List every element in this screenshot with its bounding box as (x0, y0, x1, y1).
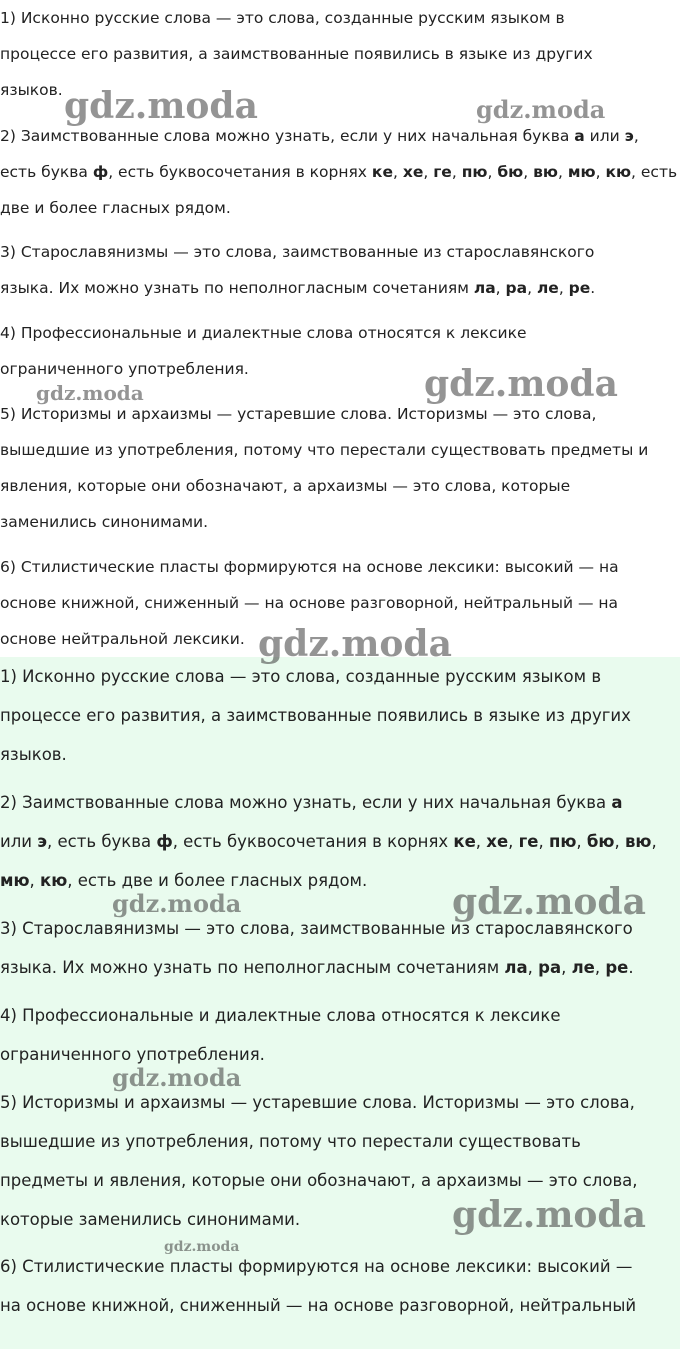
text-fragment: . (590, 279, 596, 297)
bold-letter: а (611, 793, 623, 812)
text-fragment: . (628, 958, 634, 977)
text-line: основе книжной, сниженный — на основе разговорной, нейтральный — на (0, 594, 619, 612)
bold-letter-combination: бю (497, 163, 524, 181)
bold-letter-combination: ре (605, 958, 629, 977)
watermark: gdz.moda (476, 95, 606, 124)
text-line: на основе книжной, сниженный — на основе разговорной, нейтральный (0, 1296, 637, 1315)
text-fragment: языка. Их можно узнать по неполногласным сочетаниям (0, 958, 505, 977)
text-line: 5) Историзмы и архаизмы — устаревшие слова. Историзмы — это слова, (0, 1093, 635, 1112)
bold-letter-combination: ра (505, 279, 528, 297)
bold-letter-combination: хе (486, 832, 509, 851)
text-line: языков. (0, 81, 63, 99)
text-fragment: , есть буквосочетания в корнях (108, 163, 372, 181)
paragraph-1 (0, 657, 631, 774)
text-line: 5) Историзмы и архаизмы — устаревшие слова. Историзмы — это слова, (0, 405, 597, 423)
text-fragment: или (0, 832, 38, 851)
bold-letter-combination: ке (371, 163, 393, 181)
paragraph-3: 3) Старославянизмы — это слова, заимствованные из старославянского языка. Их можно узнать по неполногласным сочетаниям ла, ра, ле, ре. (0, 919, 634, 977)
text-line: процессе его развития, а заимствованные появились в языке из других (0, 706, 631, 725)
text-line: процессе его развития, а заимствованные появились в языке из других (0, 45, 593, 63)
bold-letter-combination: ра (538, 958, 562, 977)
text-line: две и более гласных рядом. (0, 199, 231, 217)
bold-letter: э (624, 127, 634, 145)
watermark: gdz.moda (258, 623, 452, 665)
bold-letter-combination: мю (567, 163, 596, 181)
text-line: 3) Старославянизмы — это слова, заимствованные из старославянского (0, 243, 595, 261)
bold-letter-combination: ла (473, 279, 496, 297)
text-line: 6) Стилистические пласты формируются на основе лексики: высокий — на (0, 558, 619, 576)
bold-letter-combination: кю (40, 871, 68, 890)
bold-letter-combination: ле (571, 958, 595, 977)
watermark: gdz.moda (452, 881, 646, 923)
bold-letter: а (574, 127, 585, 145)
bold-letter-combination: пю (461, 163, 488, 181)
bold-letter-combination: ре (568, 279, 591, 297)
bold-letter-combination: ке (453, 832, 476, 851)
text-line: которые заменились синонимами. (0, 1210, 301, 1229)
text-line: 4) Профессиональные и диалектные слова относятся к лексике (0, 1006, 561, 1025)
bold-letter-combination: мю (0, 871, 30, 890)
text-line: 1) Исконно русские слова — это слова, созданные русским языком в (0, 9, 565, 27)
bold-letter: э (37, 832, 48, 851)
bold-letter-combination: ге (433, 163, 452, 181)
answer-block-2 (0, 657, 680, 1349)
bold-letter-combination: ле (536, 279, 559, 297)
text-line: основе нейтральной лексики. (0, 630, 245, 648)
text-line: заменились синонимами. (0, 513, 209, 531)
text-line: 1) Исконно русские слова — это слова, созданные русским языком в (0, 667, 602, 686)
text-fragment: , есть (631, 163, 678, 181)
paragraph-6 (0, 1247, 636, 1325)
text-fragment: , есть буквосочетания в корнях (172, 832, 454, 851)
bold-letter-combination: вю (624, 832, 652, 851)
bold-letter-combination: кю (605, 163, 632, 181)
bold-letter-combination: хе (402, 163, 424, 181)
text-line: 2) Заимствованные слова можно узнать, если у них начальная буква (0, 127, 575, 145)
paragraph-3: 3) Старославянизмы — это слова, заимствованные из старославянского языка. Их можно узнать по неполногласным сочетаниям ла, ра, ле, ре. (0, 243, 596, 297)
bold-letter-combination: ла (504, 958, 528, 977)
paragraph-2: 2) Заимствованные слова можно узнать, если у них начальная буква а или э, есть буква ф, есть буквосочетания в корнях ке, хе, ге, пю, бю, вю, мю, кю, есть две и более гласных рядом. (0, 127, 678, 217)
paragraph-5 (0, 396, 648, 540)
text-line: явления, которые они обозначают, а архаизмы — это слова, которые (0, 477, 571, 495)
text-line: 6) Стилистические пласты формируются на основе лексики: высокий — (0, 1257, 633, 1276)
watermark: gdz.moda (164, 1239, 240, 1255)
text-line: предметы и явления, которые они обозначают, а архаизмы — это слова, (0, 1171, 638, 1190)
bold-letter: ф (156, 832, 173, 851)
paragraph-2: 2) Заимствованные слова можно узнать, если у них начальная буква а или э, есть буква ф, есть буквосочетания в корнях ке, хе, ге, пю, бю, вю, мю, кю, есть две и более гласных рядом. (0, 793, 657, 890)
text-line: 4) Профессиональные и диалектные слова относятся к лексике (0, 324, 527, 342)
bold-letter: ф (92, 163, 109, 181)
text-line: ограниченного употребления. (0, 360, 249, 378)
text-line: 3) Старославянизмы — это слова, заимствованные из старославянского (0, 919, 633, 938)
watermark: gdz.moda (36, 381, 144, 405)
text-fragment: или (584, 127, 625, 145)
paragraph-4 (0, 996, 560, 1074)
text-fragment: языка. Их можно узнать по неполногласным сочетаниям (0, 279, 474, 297)
text-line: языков. (0, 745, 67, 764)
text-fragment: , есть две и более гласных рядом. (67, 871, 368, 890)
text-line: ограниченного употребления. (0, 1045, 265, 1064)
text-fragment: , (633, 127, 639, 145)
bold-letter-combination: бю (586, 832, 615, 851)
watermark: gdz.moda (112, 889, 242, 918)
bold-letter-combination: ге (518, 832, 539, 851)
text-fragment: , (651, 832, 657, 851)
watermark: gdz.moda (64, 85, 258, 127)
watermark: gdz.moda (424, 363, 618, 405)
text-line: вышедшие из употребления, потому что перестали существовать (0, 1132, 581, 1151)
watermark: gdz.moda (452, 1194, 646, 1236)
watermark: gdz.moda (112, 1063, 242, 1092)
text-fragment: , есть буква (47, 832, 157, 851)
bold-letter-combination: вю (533, 163, 558, 181)
text-fragment: есть буква (0, 163, 93, 181)
text-line: вышедшие из употребления, потому что перестали существовать предметы и (0, 441, 649, 459)
bold-letter-combination: пю (548, 832, 577, 851)
text-fragment: 2) Заимствованные слова можно узнать, если у них начальная буква (0, 793, 612, 812)
